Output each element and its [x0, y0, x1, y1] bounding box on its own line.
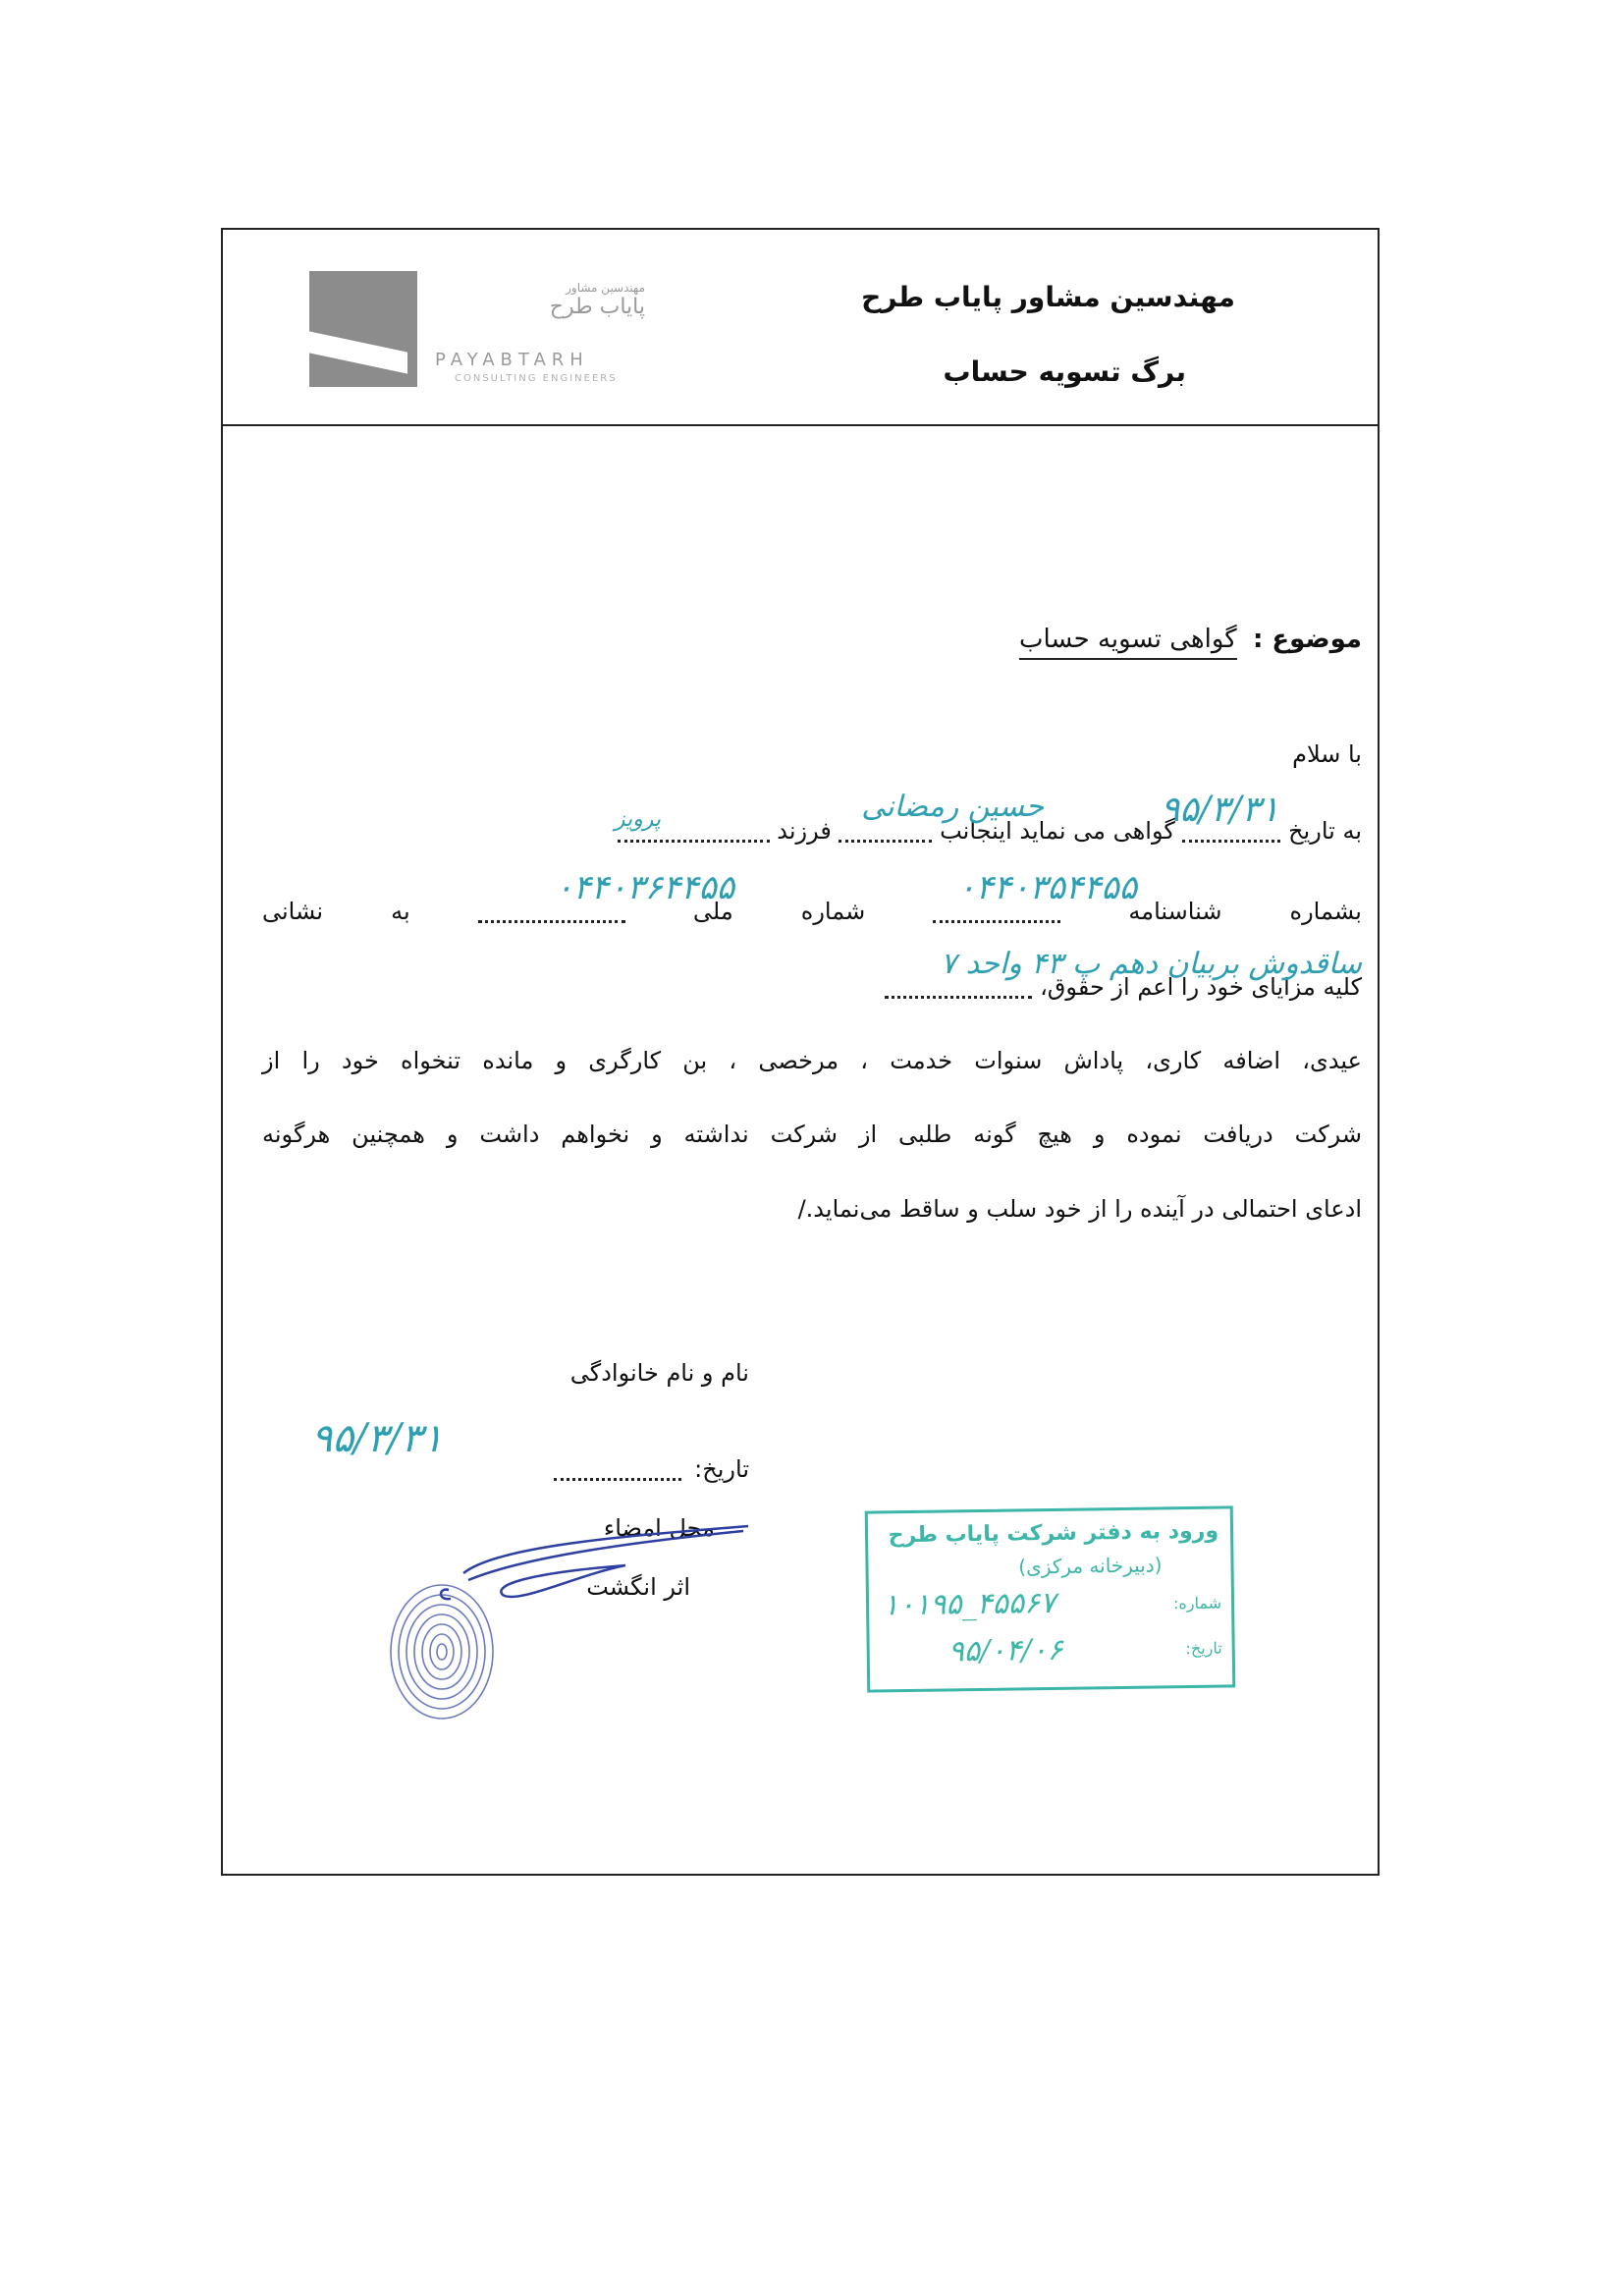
- signature-date-label: [554, 1455, 749, 1483]
- company-name: مهندسین مشاور پایاب طرح: [861, 281, 1235, 313]
- handwritten-father-name: پرویز: [614, 807, 661, 832]
- logo-fa-name: پایاب طرح: [549, 295, 645, 319]
- subject-value: گواهی تسویه حساب: [1019, 625, 1237, 660]
- stamp-number-value: ۱۰۱۹۵_۴۵۵۶۷: [882, 1585, 1056, 1623]
- stamp-date-value: ۹۵/۰۴/۰۶: [947, 1632, 1063, 1669]
- body-line-2: [262, 898, 1362, 926]
- sign-date-blank: [554, 1460, 681, 1481]
- name-blank: [839, 822, 932, 843]
- line1-text-date: به تاریخ: [1288, 817, 1362, 845]
- line1-text-child-of: فرزند: [777, 817, 832, 845]
- fingerprint-image: [383, 1575, 501, 1722]
- sign-date-label: تاریخ:: [694, 1455, 749, 1483]
- line2-text-id: بشماره شناسنامه: [1128, 898, 1362, 925]
- handwritten-address: ساقدوش بربیان دهم پ ۴۳ واحد ۷: [940, 947, 1362, 981]
- body-line-6: ادعای احتمالی در آینده را از خود سلب و ساقط می‌نماید./: [797, 1195, 1362, 1223]
- handwritten-name: حسین رمضانی: [861, 790, 1044, 824]
- body-line-4: عیدی، اضافه کاری، پاداش سنوات خدمت ، مرخصی ، بن کارگری و مانده تنخواه خود را از: [262, 1047, 1362, 1074]
- body-line-5: شرکت دریافت نموده و هیچ گونه طلبی از شرکت نداشته و نخواهم داشت و همچنین هرگونه: [262, 1121, 1362, 1148]
- fingerprint-label: اثر انگشت: [586, 1573, 690, 1601]
- signature-place-label: محل امضاء: [603, 1514, 715, 1542]
- full-name-label: نام و نام خانوادگی: [569, 1359, 749, 1387]
- stamp-date-label: تاریخ:: [1185, 1638, 1222, 1659]
- header-divider: [223, 424, 1378, 426]
- greeting: با سلام: [1292, 740, 1362, 768]
- stamp-title: ورود به دفتر شرکت پایاب طرح: [888, 1518, 1219, 1549]
- form-title: برگ تسویه حساب: [943, 355, 1186, 388]
- form-frame: [221, 228, 1380, 1876]
- stamp-subtitle: (دبیرخانه مرکزی): [1018, 1553, 1163, 1579]
- line3-text: کلیه مزایای خود را اعم از حقوق،: [1040, 973, 1362, 1001]
- handwritten-sign-date: ۹۵/۳/۳۱: [311, 1416, 444, 1461]
- stamp-number-label: شماره:: [1172, 1593, 1222, 1613]
- subject-line: [1019, 625, 1362, 654]
- company-logo: [309, 271, 663, 389]
- logo-fa-small: مهندسین مشاور: [566, 281, 645, 295]
- handwritten-national-id: ۰۴۴۰۳۶۴۴۵۵: [555, 868, 734, 907]
- logo-english-sub: CONSULTING ENGINEERS: [455, 373, 618, 384]
- line2-text-national: شماره ملی: [692, 898, 866, 925]
- entry-stamp: [865, 1505, 1236, 1692]
- logo-persian-text: [488, 281, 645, 319]
- subject-label: موضوع :: [1252, 625, 1362, 654]
- handwritten-id-number: ۰۴۴۰۳۵۴۴۵۵: [957, 868, 1137, 907]
- line2-text-address: به نشانی: [262, 898, 410, 925]
- line1-text-certify: گواهی می نماید اینجانب: [940, 817, 1175, 845]
- logo-mark-icon: [309, 271, 417, 387]
- logo-english-name: PAYABTARH: [435, 350, 589, 370]
- handwritten-date: ۹۵/۳/۳۱: [1161, 790, 1279, 830]
